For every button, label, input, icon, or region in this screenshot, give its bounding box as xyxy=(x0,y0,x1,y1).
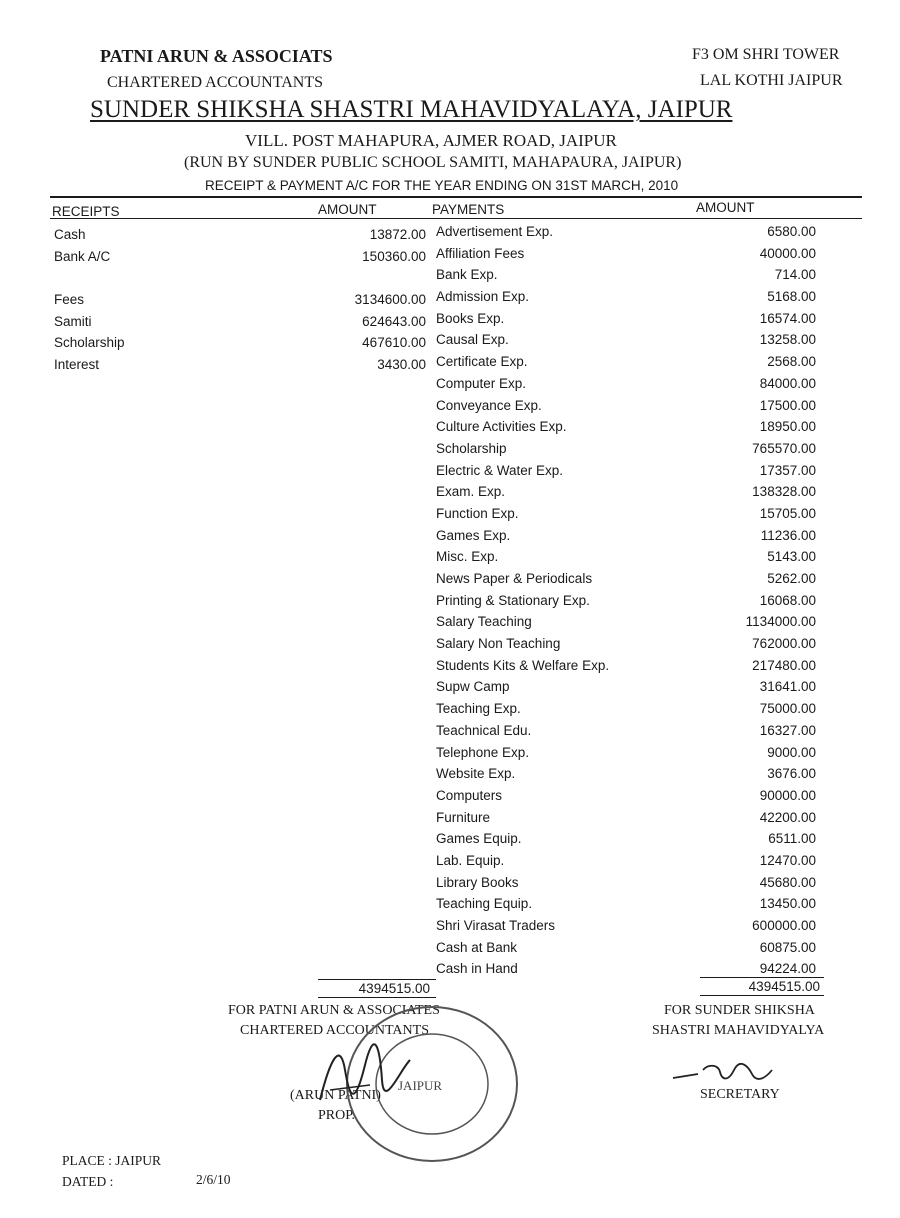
auditor-signature xyxy=(310,1030,430,1110)
receipts-table xyxy=(54,224,430,376)
firm-name: PATNI ARUN & ASSOCIATS xyxy=(100,46,333,66)
payment-label: Admission Exp. xyxy=(436,289,530,305)
payment-amount: 9000.00 xyxy=(767,744,816,760)
payment-label: Games Exp. xyxy=(436,527,511,543)
firm-subtitle: CHARTERED ACCOUNTANTS xyxy=(107,74,323,91)
payment-row xyxy=(436,850,816,872)
payment-amount: 42200.00 xyxy=(759,809,816,825)
payment-label: Lab. Equip. xyxy=(436,852,505,868)
payment-amount: 18950.00 xyxy=(759,419,816,435)
secretary-signature xyxy=(668,1060,788,1090)
payment-row xyxy=(436,308,816,330)
payment-amount: 2568.00 xyxy=(767,354,816,370)
payment-row xyxy=(436,655,816,677)
payments-header: PAYMENTS xyxy=(432,202,505,217)
payment-label: Computers xyxy=(436,787,503,803)
payment-label: Games Equip. xyxy=(436,831,522,847)
payment-row xyxy=(436,243,816,265)
header-bottom-rule xyxy=(50,218,862,219)
receipt-amount: 3430.00 xyxy=(377,357,426,373)
payments-total: 4394515.00 xyxy=(748,979,820,994)
payment-amount: 60875.00 xyxy=(759,939,816,955)
payment-amount: 714.00 xyxy=(774,267,816,283)
receipt-label: Cash xyxy=(54,227,86,242)
payment-row xyxy=(436,568,816,590)
payment-label: Computer Exp. xyxy=(436,375,527,391)
payment-row xyxy=(436,893,816,915)
firm-address-line1: F3 OM SHRI TOWER xyxy=(692,46,840,63)
payment-label: Scholarship xyxy=(436,440,507,456)
payment-amount: 3676.00 xyxy=(767,766,816,782)
payment-amount: 13450.00 xyxy=(759,896,816,912)
payment-label: Telephone Exp. xyxy=(436,744,530,760)
receipt-amount: 13872.00 xyxy=(369,227,426,242)
payment-label: Conveyance Exp. xyxy=(436,397,542,413)
receipt-label: Samiti xyxy=(54,313,92,329)
statement-title: RECEIPT & PAYMENT A/C FOR THE YEAR ENDING ON 31ST MARCH, 2010 xyxy=(205,178,679,193)
payment-row xyxy=(436,828,816,850)
payment-amount: 17500.00 xyxy=(759,397,816,413)
payment-amount: 5262.00 xyxy=(767,571,816,586)
receipt-row xyxy=(54,267,430,289)
payment-row xyxy=(436,329,816,351)
receipt-label: Bank A/C xyxy=(54,248,111,264)
payment-label: Furniture xyxy=(436,809,491,825)
payment-row xyxy=(436,286,816,308)
payment-label: Causal Exp. xyxy=(436,332,509,348)
institution-sign-line2: SHASTRI MAHAVIDYALYA xyxy=(652,1023,825,1038)
payments-total-rule-top xyxy=(700,977,824,978)
payment-row xyxy=(436,676,816,698)
payment-label: Shri Virasat Traders xyxy=(436,918,556,933)
payment-label: Library Books xyxy=(436,874,519,890)
payment-label: Culture Activities Exp. xyxy=(436,419,567,435)
dated-label: DATED : xyxy=(62,1174,114,1189)
payment-amount: 90000.00 xyxy=(759,787,816,803)
payment-label: Electric & Water Exp. xyxy=(436,462,564,478)
header-top-rule xyxy=(50,196,862,198)
receipt-row xyxy=(54,289,430,311)
receipts-total-rule-top xyxy=(318,979,436,980)
payment-label: Books Exp. xyxy=(436,310,505,326)
payments-total-rule-bottom xyxy=(700,995,824,996)
payment-amount: 12470.00 xyxy=(759,852,816,868)
auditor-sign-line2: CHARTERED ACCOUNTANTS xyxy=(240,1023,429,1038)
payment-amount: 6580.00 xyxy=(767,224,816,239)
payment-row xyxy=(436,590,816,612)
payment-row xyxy=(436,351,816,373)
payment-amount: 17357.00 xyxy=(759,462,816,478)
payment-row xyxy=(436,438,816,460)
payment-label: News Paper & Periodicals xyxy=(436,571,593,586)
receipt-row xyxy=(54,246,430,268)
payment-amount: 16574.00 xyxy=(759,310,816,326)
payment-row xyxy=(436,221,816,243)
payment-amount: 1134000.00 xyxy=(745,614,816,630)
payment-label: Students Kits & Welfare Exp. xyxy=(436,657,610,673)
payment-amount: 11236.00 xyxy=(760,527,816,543)
payment-row xyxy=(436,525,816,547)
receipts-amount-header: AMOUNT xyxy=(318,202,377,217)
receipt-row xyxy=(54,311,430,333)
payment-label: Teachnical Edu. xyxy=(436,722,532,738)
payment-row xyxy=(436,416,816,438)
receipt-amount: 467610.00 xyxy=(362,335,426,351)
payment-amount: 15705.00 xyxy=(759,505,816,521)
payment-row xyxy=(436,742,816,764)
receipt-label: Fees xyxy=(54,292,85,308)
payment-label: Cash in Hand xyxy=(436,961,518,977)
secretary-title: SECRETARY xyxy=(700,1087,780,1102)
svg-text:JAIPUR: JAIPUR xyxy=(398,1078,443,1093)
place-label: PLACE : JAIPUR xyxy=(62,1153,162,1168)
receipt-amount: 150360.00 xyxy=(362,248,426,264)
payment-amount: 45680.00 xyxy=(759,874,816,890)
payment-label: Bank Exp. xyxy=(436,267,498,283)
payments-amount-header: AMOUNT xyxy=(696,200,755,215)
payment-amount: 16068.00 xyxy=(759,592,816,608)
payment-amount: 600000.00 xyxy=(752,918,816,933)
receipt-label: Interest xyxy=(54,357,100,373)
payment-label: Salary Teaching xyxy=(436,614,532,630)
payment-row xyxy=(436,611,816,633)
payment-label: Supw Camp xyxy=(436,679,510,695)
payment-amount: 762000.00 xyxy=(752,636,816,652)
payment-amount: 5168.00 xyxy=(767,289,816,305)
receipts-total: 4394515.00 xyxy=(358,981,430,996)
payment-amount: 138328.00 xyxy=(752,484,816,500)
payment-amount: 765570.00 xyxy=(752,440,816,456)
payment-amount: 94224.00 xyxy=(759,961,816,977)
payment-amount: 6511.00 xyxy=(768,831,816,847)
payment-row xyxy=(436,264,816,286)
payments-table xyxy=(436,221,816,980)
payment-row xyxy=(436,373,816,395)
payment-label: Teaching Exp. xyxy=(436,701,521,717)
payment-label: Printing & Stationary Exp. xyxy=(436,592,590,608)
payment-label: Cash at Bank xyxy=(436,939,518,955)
payment-row xyxy=(436,460,816,482)
payment-row xyxy=(436,633,816,655)
payment-row xyxy=(436,720,816,742)
firm-address-line2: LAL KOTHI JAIPUR xyxy=(700,72,843,89)
payment-row xyxy=(436,807,816,829)
payment-row xyxy=(436,915,816,937)
receipt-amount: 624643.00 xyxy=(362,313,426,329)
payment-row xyxy=(436,503,816,525)
payment-row xyxy=(436,937,816,959)
institution-run-by: (RUN BY SUNDER PUBLIC SCHOOL SAMITI, MAHAPAURA, JAIPUR) xyxy=(184,154,682,171)
auditor-title: PROP. xyxy=(318,1108,355,1123)
payment-amount: 40000.00 xyxy=(759,245,816,261)
payment-label: Advertisement Exp. xyxy=(436,224,554,239)
payment-label: Teaching Equip. xyxy=(436,896,533,912)
payment-label: Affiliation Fees xyxy=(436,245,525,261)
receipt-label: Scholarship xyxy=(54,335,125,351)
payment-label: Function Exp. xyxy=(436,505,519,521)
payment-row xyxy=(436,763,816,785)
payment-row xyxy=(436,785,816,807)
payment-row xyxy=(436,481,816,503)
date-value: 2/6/10 xyxy=(196,1172,231,1187)
payment-amount: 31641.00 xyxy=(759,679,816,695)
payment-label: Certificate Exp. xyxy=(436,354,528,370)
payment-label: Misc. Exp. xyxy=(436,549,499,565)
receipts-total-rule-bottom xyxy=(318,997,436,998)
auditor-name: (ARUN PATNI) xyxy=(290,1088,381,1103)
payment-label: Exam. Exp. xyxy=(436,484,506,500)
receipts-header: RECEIPTS xyxy=(52,204,120,219)
institution-address: VILL. POST MAHAPURA, AJMER ROAD, JAIPUR xyxy=(245,131,617,150)
receipt-row xyxy=(54,224,430,246)
institution-name: SUNDER SHIKSHA SHASTRI MAHAVIDYALAYA, JAIPUR xyxy=(90,96,733,123)
payment-amount: 75000.00 xyxy=(759,701,816,717)
payment-amount: 16327.00 xyxy=(759,722,816,738)
payment-row xyxy=(436,698,816,720)
payment-label: Website Exp. xyxy=(436,766,516,782)
payment-row xyxy=(436,395,816,417)
payment-row xyxy=(436,872,816,894)
institution-sign-line1: FOR SUNDER SHIKSHA xyxy=(664,1003,815,1018)
auditor-sign-line1: FOR PATNI ARUN & ASSOCIATES xyxy=(228,1003,440,1018)
payment-amount: 217480.00 xyxy=(752,657,816,673)
receipt-amount: 3134600.00 xyxy=(354,292,426,308)
receipt-row xyxy=(54,354,430,376)
payment-amount: 5143.00 xyxy=(767,549,816,565)
payment-row xyxy=(436,546,816,568)
receipt-row xyxy=(54,332,430,354)
payment-amount: 84000.00 xyxy=(759,375,816,391)
payment-label: Salary Non Teaching xyxy=(436,636,561,652)
payment-amount: 13258.00 xyxy=(759,332,816,348)
